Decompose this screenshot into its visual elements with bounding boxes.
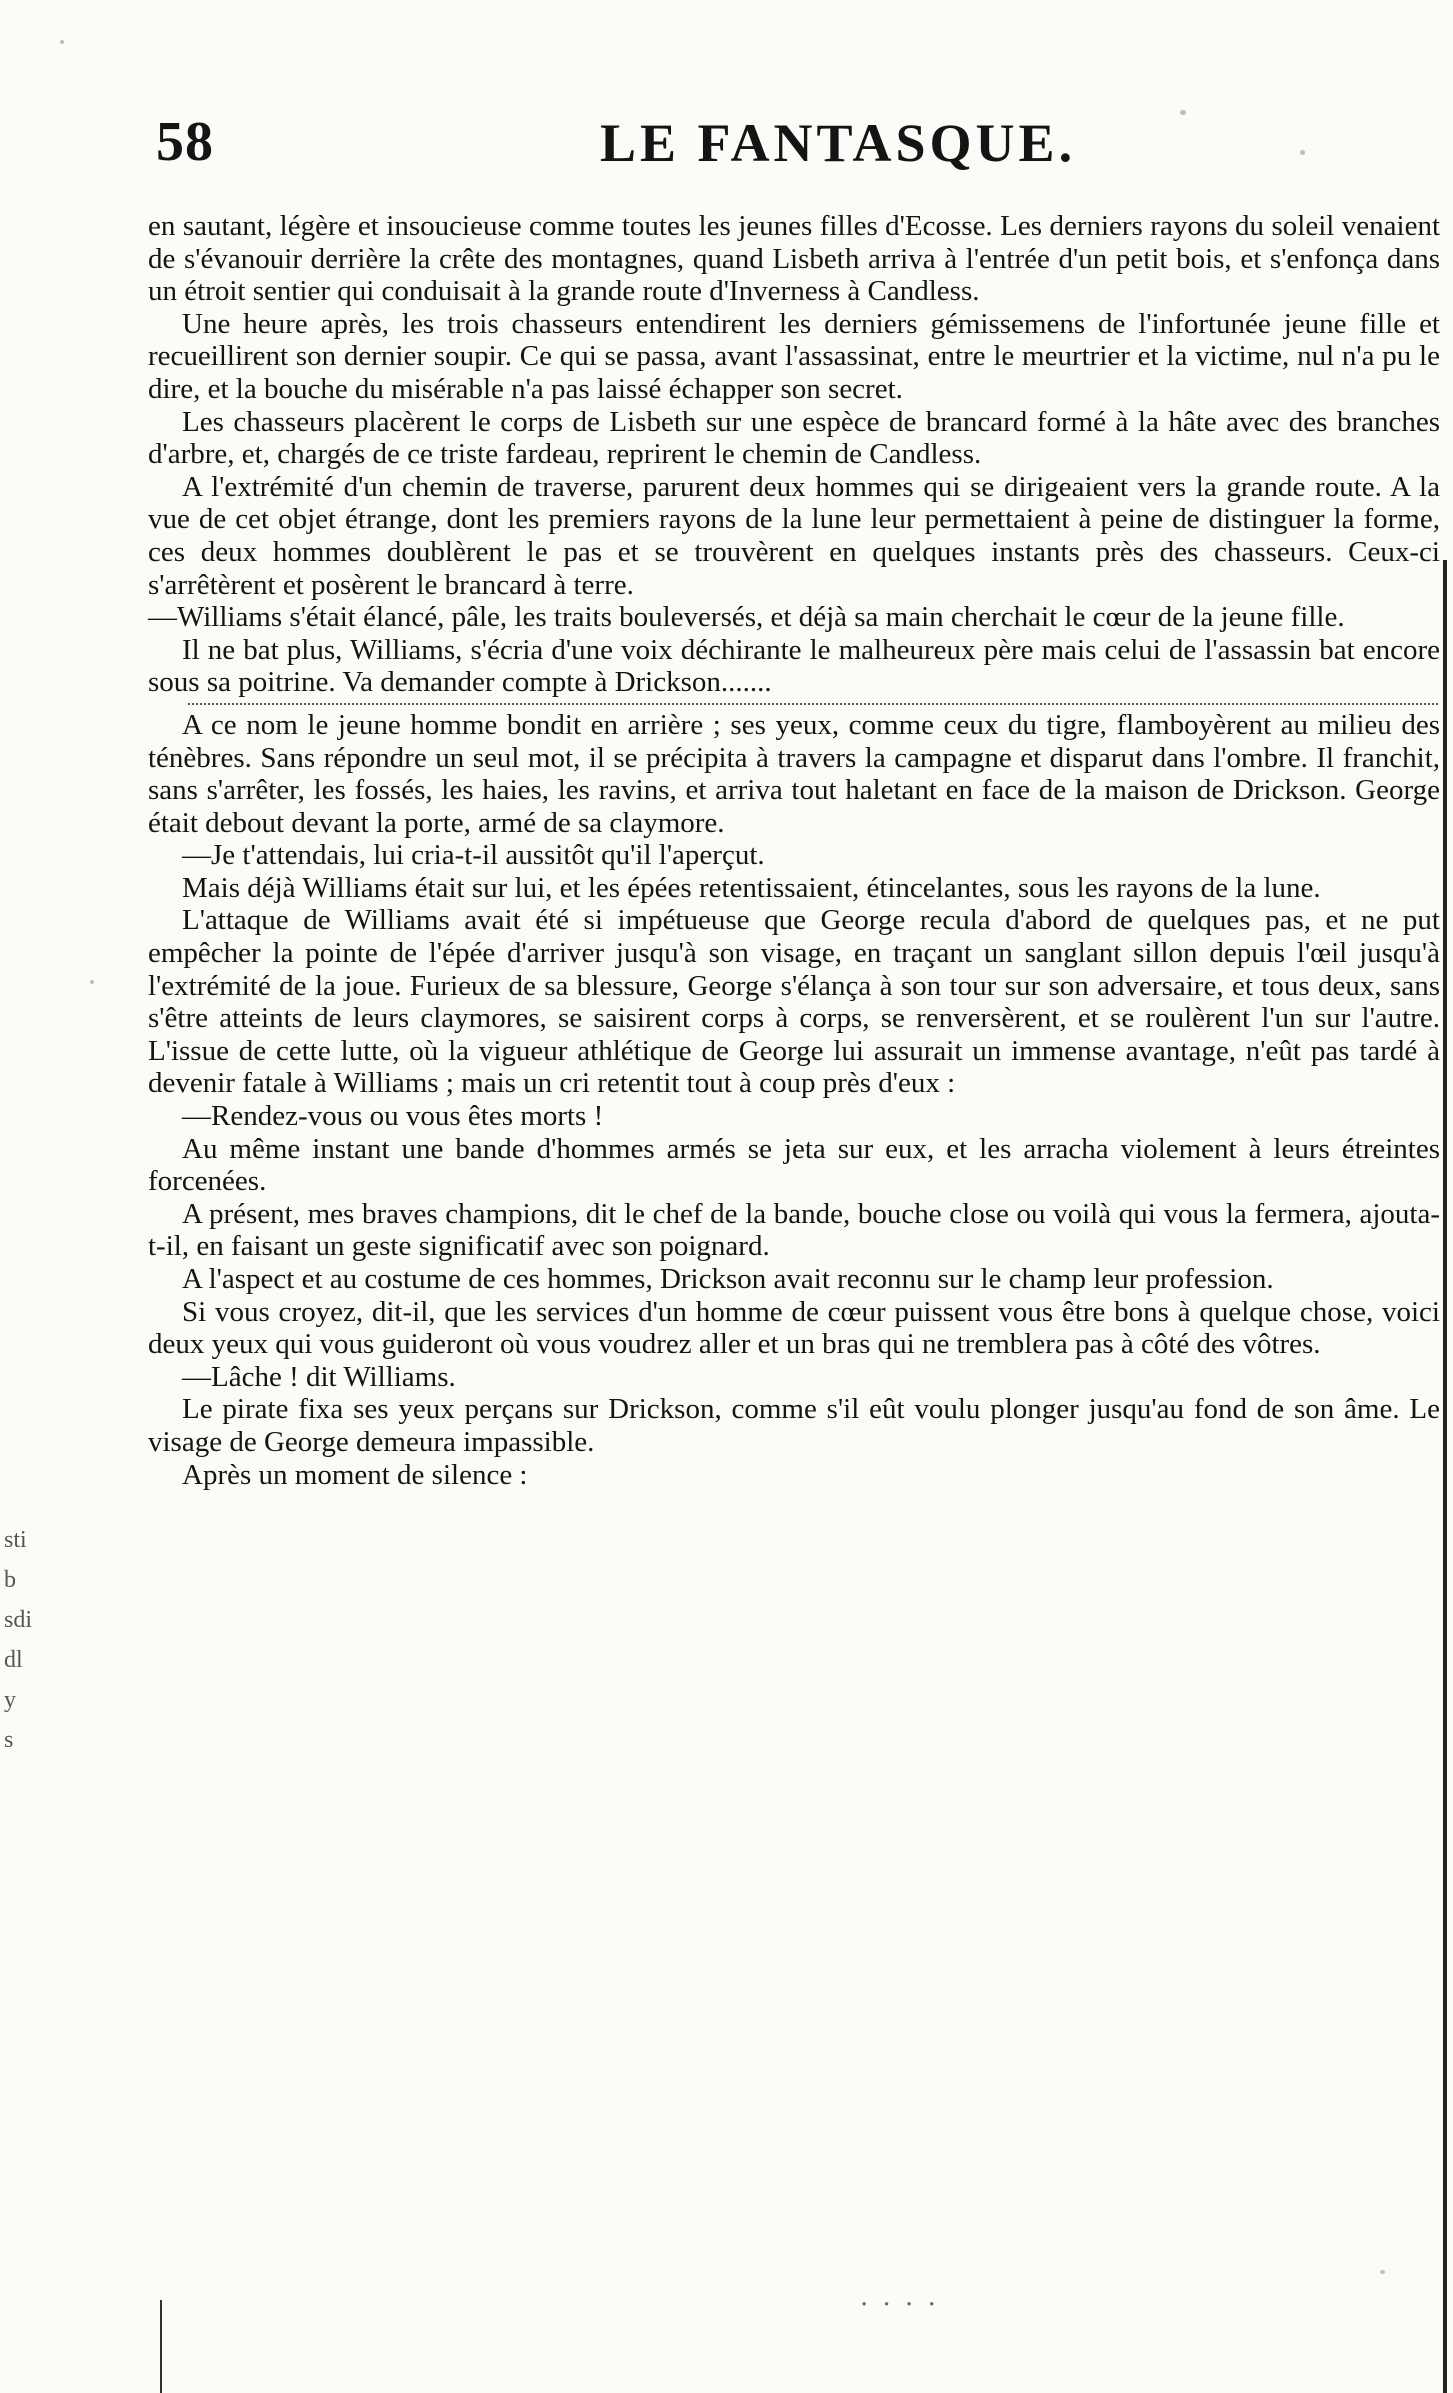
fold-line: [160, 2300, 162, 2393]
paragraph: A l'aspect et au costume de ces hommes, Drickson avait reconnu sur le champ leur profession.: [182, 1263, 1274, 1295]
paragraph: Le pirate fixa ses yeux perçans sur Drickson, comme s'il eût voulu plonger jusqu'au fond de son âme. Le visage de George demeura impassible.: [148, 1393, 1440, 1458]
page-edge-shadow: [1443, 560, 1447, 2393]
paragraph: A l'extrémité d'un chemin de traverse, parurent deux hommes qui se dirigeaient vers la grande route. A la vue de cet objet étrange, dont les premiers rayons de la lune leur permettaient à peine de distinguer la forme, ces deux hommes doublèrent le pas et se trouvèrent en quelques instants près des chasseurs. Ceux-ci s'arrêtèrent et posèrent le brancard à terre.: [148, 470, 1440, 601]
margin-notes: [4, 1520, 114, 1760]
margin-note: b: [4, 1567, 16, 1593]
paragraph: A présent, mes braves champions, dit le chef de la bande, bouche close ou voilà qui vous la fermera, ajouta-t-il, en faisant un geste significatif avec son poignard.: [148, 1197, 1440, 1263]
paragraph: Une heure après, les trois chasseurs entendirent les derniers gémissemens de l'infortunée jeune fille et recueillirent son dernier soupir. Ce qui se passa, avant l'assassinat, entre le meurtrier et la victime, nul n'a pu le dire, et la bouche du misérable n'a pas laissé échapper son secret.: [148, 307, 1440, 405]
paragraph: —Williams s'était élancé, pâle, les traits bouleversés, et déjà sa main cherchait le cœur de la jeune fille.: [148, 601, 1345, 634]
footer-ornament: · · · ·: [860, 2290, 939, 2320]
paragraph: Après un moment de silence :: [182, 1458, 528, 1491]
paragraph: —Lâche ! dit Williams.: [182, 1360, 456, 1393]
margin-note: y: [4, 1687, 16, 1713]
paragraph: A ce nom le jeune homme bondit en arrière ; ses yeux, comme ceux du tigre, flamboyèrent au milieu des ténèbres. Sans répondre un seul mot, il se précipita à travers la campagne et disparut dans l'ombre. Il franchit, sans s'arrêter, les fossés, les haies, les ravins, et arriva tout haletant en face de la maison de Drickson. George était debout devant la porte, armé de sa claymore.: [148, 708, 1440, 839]
print-speckle: [60, 40, 64, 44]
print-speckle: [1380, 2270, 1385, 2274]
paragraph: —Je t'attendais, lui cria-t-il aussitôt qu'il l'aperçut.: [182, 839, 765, 872]
paragraph: —Rendez-vous ou vous êtes morts !: [182, 1100, 604, 1133]
margin-note: sdi: [4, 1607, 33, 1633]
paragraph: Les chasseurs placèrent le corps de Lisbeth sur une espèce de brancard formé à la hâte avec des branches d'arbre, et, chargés de ce triste fardeau, reprirent le chemin de Candless.: [148, 405, 1440, 471]
paragraph: L'attaque de Williams avait été si impétueuse que George recula d'abord de quelques pas, et ne put empêcher la pointe de l'épée d'arriver jusqu'à son visage, en traçant un sanglant sillon depuis l'œil jusqu'à l'extrémité de la joue. Furieux de sa blessure, George s'élança à son tour sur son adversaire, et tous deux, sans s'être atteints de leurs claymores, se saisirent corps à corps, se renversèrent, et se roulèrent l'un sur l'autre. L'issue de cette lutte, où la vigueur athlétique de George lui assurait un immense avantage, n'eût pas tardé à devenir fatale à Williams ; mais un cri retentit tout à coup près d'eux :: [148, 904, 1440, 1100]
margin-note: sti: [4, 1527, 27, 1553]
paragraph: Il ne bat plus, Williams, s'écria d'une voix déchirante le malheureux père mais celui de l'assassin bat encore sous sa poitrine. Va demander compte à Drickson.......: [148, 633, 1440, 699]
journal-title: LE FANTASQUE.: [600, 113, 1077, 173]
page-number: 58: [156, 111, 214, 173]
margin-note: s: [4, 1727, 14, 1753]
paragraph: Si vous croyez, dit-il, que les services d'un homme de cœur puissent vous être bons à quelque chose, voici deux yeux qui vous guideront où vous voudrez aller et un bras qui ne tremblera pas à côté des vôtres.: [148, 1295, 1440, 1361]
margin-note: dl: [4, 1647, 23, 1673]
article-body: [148, 210, 1440, 1491]
paragraph: Au même instant une bande d'hommes armés se jeta sur eux, et les arracha violement à leurs étreintes forcenées.: [148, 1132, 1440, 1198]
print-speckle: [90, 980, 94, 984]
page-header: [150, 100, 1440, 190]
section-divider: [188, 703, 1438, 705]
paragraph: en sautant, légère et insoucieuse comme toutes les jeunes filles d'Ecosse. Les derniers rayons du soleil venaient de s'évanouir derrière la crête des montagnes, quand Lisbeth arriva à l'entrée d'un petit bois, et s'enfonça dans un étroit sentier qui conduisait à la grande route d'Inverness à Candless.: [148, 210, 1440, 308]
paragraph: Mais déjà Williams était sur lui, et les épées retentissaient, étincelantes, sous les rayons de la lune.: [182, 871, 1321, 904]
